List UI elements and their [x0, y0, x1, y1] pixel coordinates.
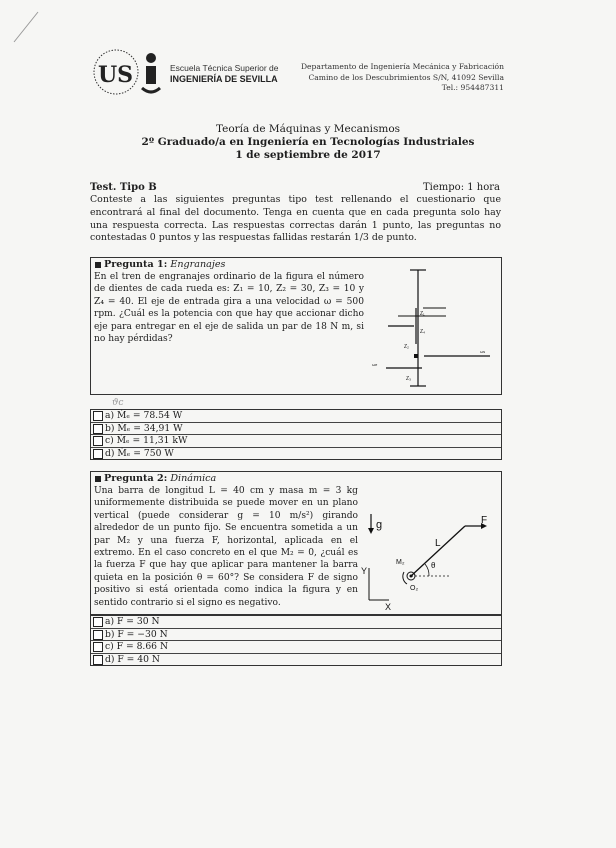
moment-label: M₂: [396, 559, 405, 566]
subject-title: Teoría de Máquinas y Mecanismos: [215, 123, 401, 135]
checkbox[interactable]: [93, 449, 103, 459]
gear-label-z1: Z₁: [420, 311, 425, 317]
q1-option-d-label: d) Ṁₑ = 750 W: [105, 447, 174, 459]
checkbox[interactable]: [93, 617, 103, 627]
school-line-2: INGENIERÍA DE SEVILLA: [170, 74, 278, 84]
instructions: Conteste a las siguientes preguntas tipo test rellenando el cuestionario que encontrará al final del documento. Tenga en cuenta que en cada pregunta solo hay una respuesta correcta. Las respuestas correctas darán 1 punto, las preguntas no contestadas 0 puntos y las respuestas fallidas restarán 1/3 de punto.: [90, 194, 501, 244]
gear-label-z4: Z₄: [420, 329, 426, 335]
checkbox[interactable]: [93, 411, 103, 421]
q2-option-b[interactable]: [91, 628, 501, 641]
exam-date: 1 de septiembre de 2017: [235, 149, 381, 161]
q1-option-c-label: c) Ṁₑ = 11,31 kW: [105, 435, 188, 446]
gear-train-figure: [366, 268, 496, 388]
q2-option-b-label: b) F = −30 N: [105, 628, 168, 640]
handwritten-note: ϑᴄ: [112, 398, 124, 408]
gear-label-z2: Z₂: [404, 344, 409, 350]
degree-title: 2º Graduado/a en Ingeniería en Tecnologías Industriales: [141, 136, 475, 148]
department-info: [301, 62, 504, 94]
question-1-topic: Engranajes: [170, 259, 226, 270]
checkbox[interactable]: [93, 630, 103, 640]
checkbox[interactable]: [93, 642, 103, 652]
dept-address: Camino de los Descubrimientos S/N, 41092 Sevilla: [308, 72, 504, 82]
question-2-box: [90, 471, 502, 615]
question-1-label: Pregunta 1:: [104, 259, 168, 270]
q2-option-a-label: a) F = 30 N: [105, 616, 160, 627]
gear-label-z3: Z₃: [406, 376, 412, 382]
test-header: [90, 182, 500, 193]
bar-dynamics-figure: [359, 502, 499, 612]
input-speed-label: ωe: [372, 362, 378, 367]
checkbox[interactable]: [93, 424, 103, 434]
q1-option-c[interactable]: [91, 434, 501, 447]
q2-option-d-label: d) F = 40 N: [105, 653, 160, 665]
theta-label: θ: [431, 561, 436, 570]
gravity-label: g: [376, 519, 383, 531]
q1-option-d[interactable]: [91, 447, 501, 460]
question-2-options: [90, 615, 502, 666]
question-2-label: Pregunta 2:: [104, 473, 168, 484]
exam-titles: [0, 123, 616, 162]
pencil-mark: [10, 10, 40, 44]
force-label: F: [481, 515, 488, 526]
bullet-square-icon: [95, 476, 101, 482]
q2-option-c-label: c) F = 8.66 N: [105, 641, 168, 652]
question-2-text: Una barra de longitud L = 40 cm y masa m = 3 kg uniformemente distribuida se puede mover en un plano vertical (puede considerar g = 10 m/s²) girando alrededor de un punto fijo. Se encuentra sometida a un par M₂ y una fuerza F, horizontal, aplicada en el extremo. En el caso concreto en el que M₂ = 0, ¿cuál es la fuerza F que hay que aplicar para mantener la barra quieta en la posición θ = 60°? Se considera F de signo positivo si está orientada como indica la figura y en sentido contrario si el signo es negativo.: [94, 486, 358, 608]
checkbox[interactable]: [93, 655, 103, 665]
q2-option-d[interactable]: [91, 653, 501, 666]
x-axis-label: X: [385, 602, 392, 612]
test-time: Tiempo: 1 hora: [423, 182, 500, 193]
q1-option-b[interactable]: [91, 422, 501, 435]
bullet-square-icon: [95, 262, 101, 268]
length-label: L: [435, 538, 441, 549]
q1-option-a-label: a) Ṁₑ = 78.54 W: [105, 410, 183, 421]
y-axis-label: Y: [361, 566, 368, 576]
question-2-heading: [91, 472, 501, 484]
pivot-label: O₂: [410, 585, 419, 592]
q1-option-b-label: b) Ṁₑ = 34,91 W: [105, 422, 183, 434]
svg-text:US: US: [98, 62, 134, 88]
school-name: [170, 63, 279, 84]
test-type: Test. Tipo B: [90, 182, 157, 193]
q1-option-a[interactable]: [91, 410, 501, 422]
question-1-options: [90, 409, 502, 460]
output-speed-label: ωs: [480, 349, 486, 354]
q2-option-c[interactable]: [91, 640, 501, 653]
question-2-topic: Dinámica: [170, 473, 217, 484]
question-1-text: En el tren de engranajes ordinario de la figura el número de dientes de cada rueda es: Z₁ = 10, Z₂ = 30, Z₃ = 10 y Z₄ = 40. El eje de entrada gira a una velocidad ω = 500 rpm. ¿Cuál es la potencia con que hay que accionar dicho eje para entregar en el eje de salida un par de 18 N m, si no hay pérdidas?: [94, 272, 364, 345]
dept-name: Departamento de Ingeniería Mecánica y Fabricación: [300, 62, 504, 71]
dept-phone: Tel.: 954487311: [441, 83, 504, 92]
checkbox[interactable]: [93, 436, 103, 446]
question-1-box: [90, 257, 502, 395]
q2-option-a[interactable]: [91, 616, 501, 628]
school-line-1: Escuela Técnica Superior de: [170, 63, 279, 73]
